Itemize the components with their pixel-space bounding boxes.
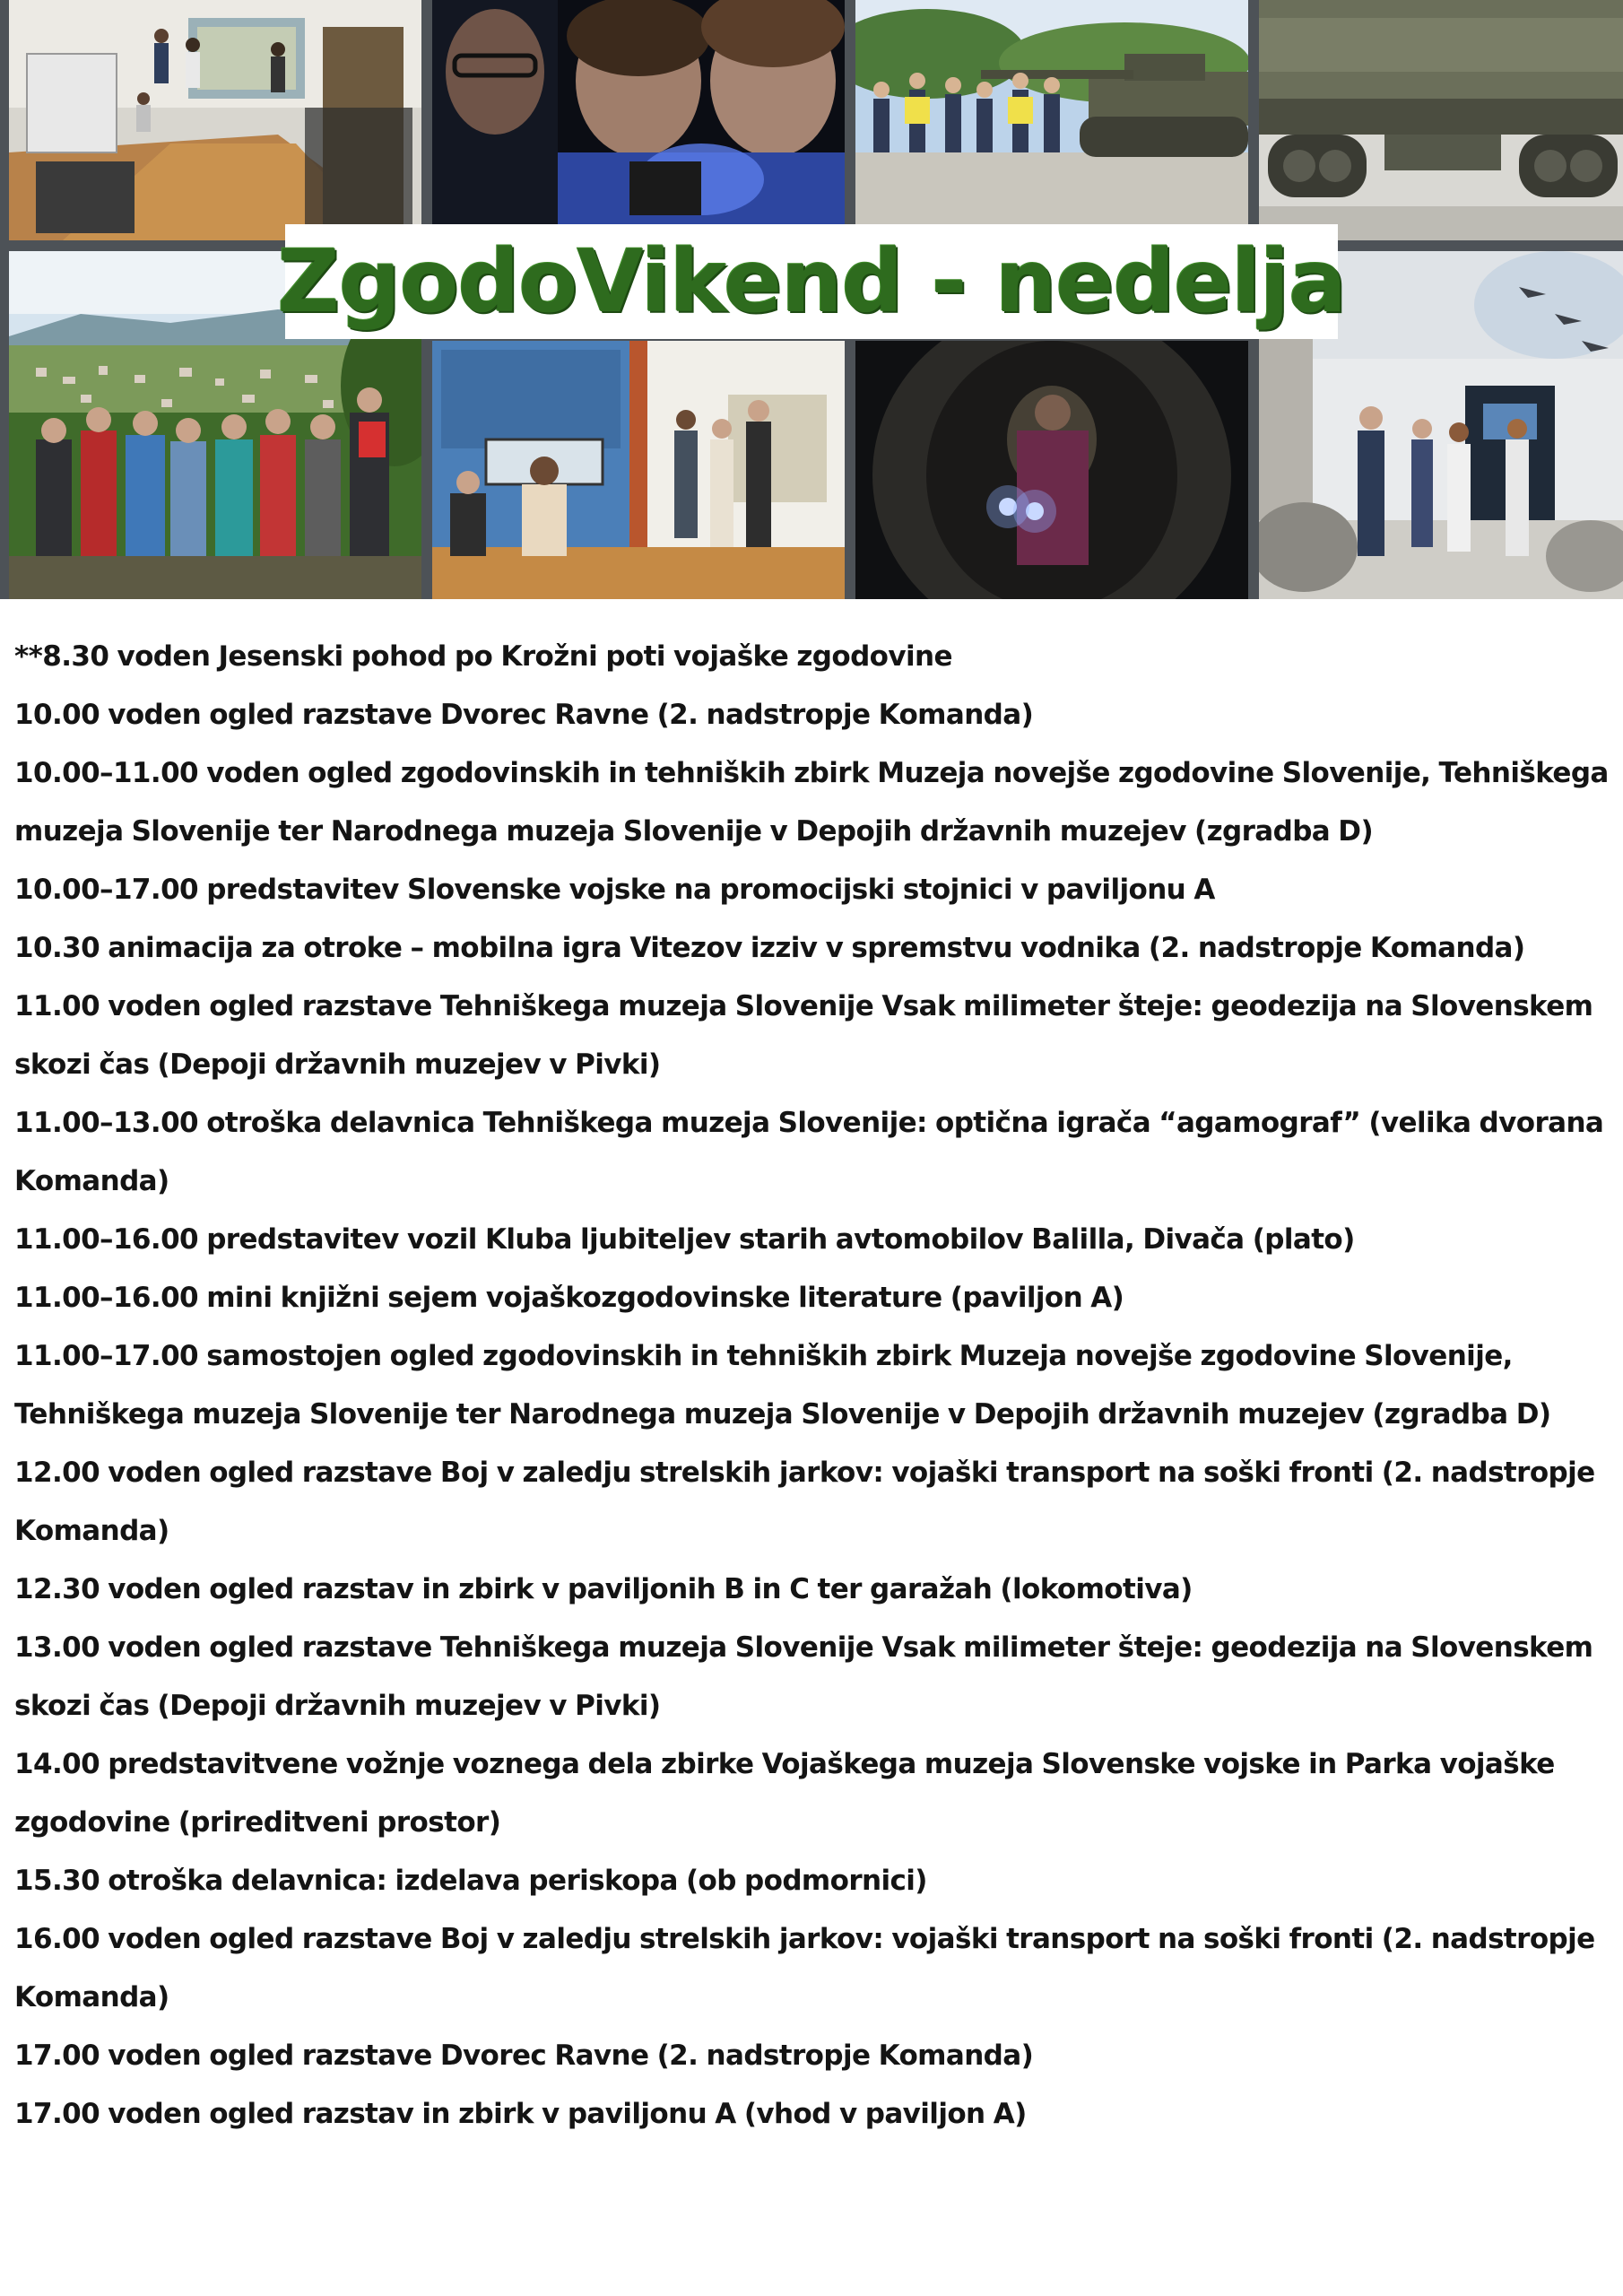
title-banner <box>277 224 1346 339</box>
schedule-item: 17.00 voden ogled razstav in zbirk v paviljonu A (vhod v paviljon A) <box>14 2098 1027 2130</box>
schedule-item: 10.00 voden ogled razstave Dvorec Ravne (2. nadstropje Komanda) <box>14 699 1034 731</box>
schedule-item: **8.30 voden Jesenski pohod po Krožni poti vojaške zgodovine <box>14 640 952 673</box>
schedule-item: 10.30 animacija za otroke – mobilna igra Vitezov izziv v spremstvu vodnika (2. nadstropje Komanda) <box>14 932 1525 964</box>
schedule-item: 12.30 voden ogled razstav in zbirk v paviljonih B in C ter garažah (lokomotiva) <box>14 1573 1193 1605</box>
photo-museum-gallery <box>9 0 421 240</box>
photo-group-tank <box>855 0 1248 240</box>
schedule-item: 15.30 otroška delavnica: izdelava periskopa (ob podmornici) <box>14 1865 927 1897</box>
schedule-item: 14.00 predstavitvene vožnje voznega dela zbirke Vojaškega muzeja Slovenske vojske in Parka vojaške zgodovine (prireditveni prostor) <box>14 1748 1555 1839</box>
schedule-item: 11.00–16.00 predstavitev vozil Kluba ljubiteljev starih avtomobilov Balilla, Divača (plato) <box>14 1223 1355 1256</box>
schedule-item: 10.00–11.00 voden ogled zgodovinskih in tehniških zbirk Muzeja novejše zgodovine Slovenije, Tehniškega muzeja Slovenije ter Narodnega muzeja Slovenije v Depojih državnih muzejev (zgradba D) <box>14 757 1609 848</box>
schedule-item: 10.00–17.00 predstavitev Slovenske vojske na promocijski stojnici v paviljonu A <box>14 874 1215 906</box>
schedule-item: 11.00 voden ogled razstave Tehniškega muzeja Slovenije Vsak milimeter šteje: geodezija na Slovenskem skozi čas (Depoji državnih muzejev v Pivki) <box>14 990 1593 1081</box>
schedule-item: 12.00 voden ogled razstave Boj v zaledju strelskih jarkov: vojaški transport na soški fronti (2. nadstropje Komanda) <box>14 1457 1595 1547</box>
photo-tunnel-torches <box>855 341 1248 599</box>
photo-visitors-dark-exhibit <box>432 0 845 240</box>
schedule-item: 16.00 voden ogled razstave Boj v zaledju strelskih jarkov: vojaški transport na soški fronti (2. nadstropje Komanda) <box>14 1923 1595 2013</box>
photo-collage <box>0 0 1623 599</box>
schedule-item: 11.00–17.00 samostojen ogled zgodovinskih in tehniških zbirk Muzeja novejše zgodovine Slovenije, Tehniškega muzeja Slovenije ter Narodnega muzeja Slovenije v Depojih državnih muzejev (zgradba D) <box>14 1340 1551 1431</box>
schedule-item: 13.00 voden ogled razstave Tehniškega muzeja Slovenije Vsak milimeter šteje: geodezija na Slovenskem skozi čas (Depoji državnih muzejev v Pivki) <box>14 1631 1593 1722</box>
schedule-item: 11.00–16.00 mini knjižni sejem vojaškozgodovinske literature (paviljon A) <box>14 1282 1124 1314</box>
photo-tank-tracks <box>1259 0 1623 240</box>
schedule-list <box>14 628 1614 2144</box>
photo-display-case-exhibit <box>432 341 845 599</box>
schedule-item: 11.00–13.00 otroška delavnica Tehniškega muzeja Slovenije: optična igrača “agamograf” (velika dvorana Komanda) <box>14 1107 1604 1197</box>
schedule-item: 17.00 voden ogled razstave Dvorec Ravne (2. nadstropje Komanda) <box>14 2039 1034 2072</box>
page-title: ZgodoVikend - nedelja <box>277 231 1346 332</box>
